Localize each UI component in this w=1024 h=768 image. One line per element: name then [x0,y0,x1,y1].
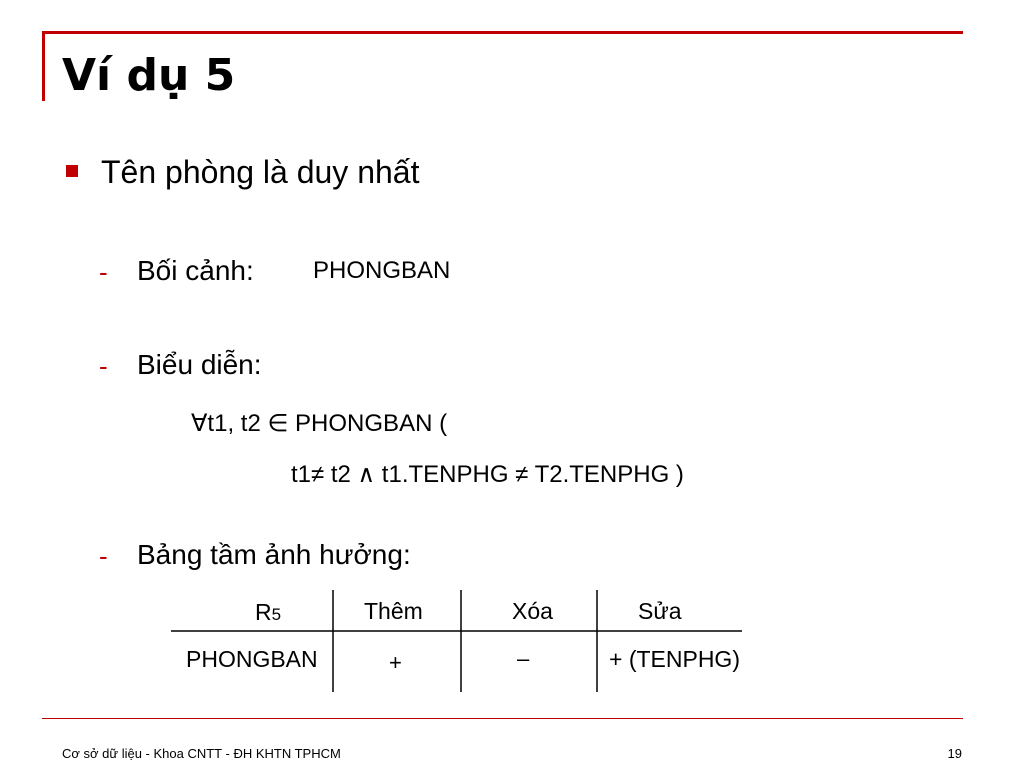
logical-and-symbol: ∧ [357,461,376,488]
dash-bullet-icon: - [99,351,108,381]
table-row-update: + (TENPHG) [609,646,740,672]
dash-bullet-icon: - [99,541,108,571]
table-row-relation: PHONGBAN [186,646,318,672]
impact-table-label: Bảng tầm ảnh hưởng: [137,539,411,570]
formula-vars: t1, t2 [207,410,261,437]
forall-symbol: ∀ [191,410,208,437]
title-frame-left-rule [42,31,45,101]
element-of-symbol: ∈ [267,410,289,437]
dash-bullet-icon: - [99,257,108,287]
formula-line-2 [291,460,684,490]
slide-title: Ví dụ 5 [62,50,236,101]
table-row-insert: + [389,650,402,675]
context-value: PHONGBAN [313,257,451,284]
not-equal-symbol: ≠ [311,461,325,488]
table-header-update: Sửa [638,598,682,624]
representation-label: Biểu diễn: [137,349,262,380]
formula-line-1 [191,409,447,439]
formula-lhs: t1.TENPHG [381,461,509,488]
table-header-delete: Xóa [512,598,553,624]
formula-rhs: T2.TENPHG ) [534,461,684,488]
page-number: 19 [947,746,962,761]
table-header-relation: R5 [255,599,282,625]
square-bullet-icon [66,165,78,177]
title-frame-top-rule [42,31,963,34]
table-row-delete: – [517,646,530,671]
formula-t1: t1 [291,461,312,488]
table-header-insert: Thêm [364,598,423,624]
formula-relation: PHONGBAN ( [295,410,448,437]
not-equal-symbol: ≠ [515,461,529,488]
footer-text: Cơ sở dữ liệu - Khoa CNTT - ĐH KHTN TPHCM [62,746,341,761]
main-bullet-text: Tên phòng là duy nhất [101,154,420,190]
footer-rule [42,718,963,719]
formula-t2: t2 [330,461,351,488]
context-label: Bối cảnh: [137,255,254,286]
